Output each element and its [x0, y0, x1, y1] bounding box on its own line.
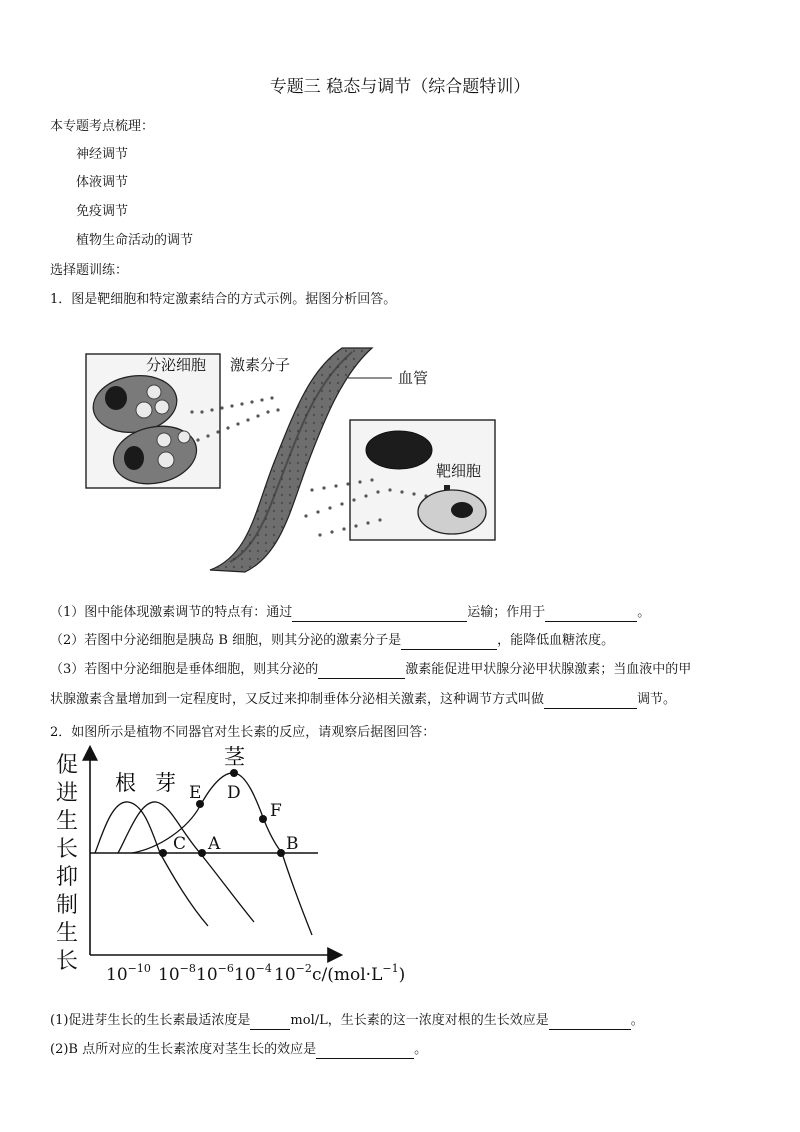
root-curve [95, 802, 208, 926]
y-label-char: 生 [56, 809, 79, 834]
hormone-target-cell-figure [80, 340, 500, 575]
question-2-part-1: (1)促进芽生长的生长素最适浓度是 mol/L，生长素的这一浓度对根的生长效应是 。 [50, 1013, 644, 1028]
x-tick-label: $10^{-2}$ [274, 962, 312, 985]
y-label-char: 长 [56, 949, 79, 974]
stem-label: 茎 [224, 745, 245, 769]
section-heading: 选择题训练： [50, 263, 129, 278]
x-axis-unit: $c/(mol\cdot L^{-1})$ [312, 962, 406, 985]
point-c [159, 849, 167, 857]
answer-blank[interactable] [549, 1015, 631, 1030]
page-title: 专题三 稳态与调节（综合题特训） [269, 77, 531, 97]
bud-curve [118, 802, 254, 922]
point-a [198, 849, 206, 857]
point-b [277, 849, 285, 857]
point-label-b: B [286, 834, 299, 854]
y-label-char: 进 [56, 781, 79, 806]
question-1-stem: 1．图是靶细胞和特定激素结合的方式示例。据图分析回答。 [50, 292, 397, 307]
bud-label: 芽 [155, 771, 176, 795]
target-cell-label: 靶细胞 [436, 462, 482, 480]
answer-blank[interactable] [316, 1044, 414, 1059]
outline-item: 神经调节 [76, 147, 129, 162]
secretory-cell-label: 分泌细胞 [146, 356, 207, 374]
answer-blank[interactable] [544, 694, 637, 709]
non-target-cell [366, 431, 432, 469]
point-label-e: E [189, 783, 202, 803]
hormone-molecule-label: 激素分子 [230, 356, 291, 374]
question-1-part-1: （1）图中能体现激素调节的特点有：通过 运输；作用于 。 [50, 605, 651, 620]
stem-curve [132, 773, 312, 935]
outline-item: 免疫调节 [76, 204, 129, 219]
point-label-d: D [227, 783, 241, 803]
auxin-response-graph [40, 740, 460, 990]
question-1-part-3-cont: 状腺激素含量增加到一定程度时，又反过来抑制垂体分泌相关激素，这种调节方式叫做 调节。 [50, 692, 677, 707]
question-1-part-2: （2）若图中分泌细胞是胰岛 B 细胞，则其分泌的激素分子是 ，能降低血糖浓度。 [50, 633, 615, 648]
answer-blank[interactable] [318, 664, 405, 679]
answer-blank[interactable] [401, 635, 497, 650]
question-2-stem: 2．如图所示是植物不同器官对生长素的反应，请观察后据图回答： [50, 725, 436, 740]
question-1-part-3: （3）若图中分泌细胞是垂体细胞，则其分泌的 激素能促进甲状腺分泌甲状腺激素；当血液中的甲 [50, 662, 692, 677]
outline-item: 体液调节 [76, 175, 129, 190]
outline-heading: 本专题考点梳理： [50, 119, 155, 134]
blood-vessel-label: 血管 [398, 369, 429, 387]
answer-blank[interactable] [545, 607, 637, 622]
y-label-char: 生 [56, 921, 79, 946]
x-tick-label: $10^{-4}$ [234, 962, 272, 985]
answer-blank[interactable] [250, 1015, 290, 1030]
y-label-char: 长 [56, 837, 79, 862]
y-label-char: 促 [56, 753, 79, 778]
point-label-f: F [270, 801, 282, 821]
answer-blank[interactable] [292, 607, 467, 622]
root-label: 根 [115, 771, 136, 795]
x-tick-label: $10^{-6}$ [196, 962, 234, 985]
x-tick-label: $10^{-10}$ [106, 962, 151, 985]
point-f [259, 815, 267, 823]
x-tick-label: $10^{-8}$ [158, 962, 196, 985]
question-2-part-2: (2)B 点所对应的生长素浓度对茎生长的效应是 。 [50, 1042, 428, 1057]
outline-item: 植物生命活动的调节 [76, 233, 194, 248]
y-label-char: 抑 [56, 865, 79, 890]
point-label-c: C [173, 834, 187, 854]
y-label-char: 制 [56, 893, 79, 918]
point-d [230, 769, 238, 777]
point-label-a: A [208, 834, 221, 854]
